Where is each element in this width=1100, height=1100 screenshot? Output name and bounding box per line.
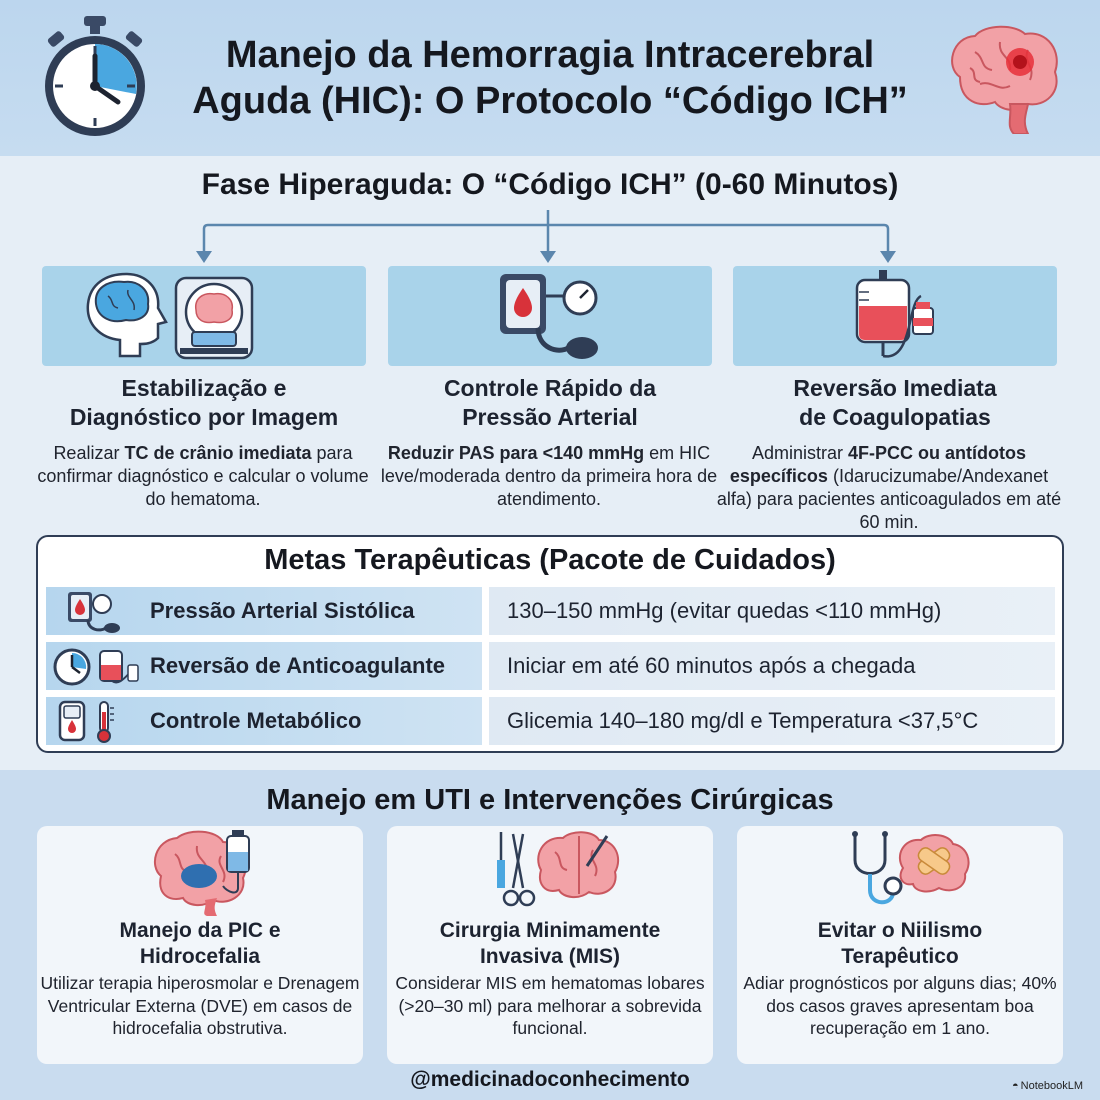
goal-row-2-value: Iniciar em até 60 minutos após a chegada <box>507 653 916 678</box>
icu-card-3-text: Adiar prognósticos por alguns dias; 40% dos casos graves apresentam boa recuperação em 1 ano. <box>743 973 1057 1038</box>
step2-highlight: Reduzir PAS para <140 mmHg <box>387 443 645 463</box>
goal-row-1-label: Pressão Arterial Sistólica <box>150 598 415 623</box>
step3-text: Administrar 4F-PCC ou antídotos específicos (Idarucizumabe/Andexanet alfa) para pacientes anticoagulados em até 60 min. <box>716 443 1062 532</box>
iv-bag-icon <box>733 266 1057 366</box>
step2-title-line-1: Controle Rápido da <box>443 375 657 401</box>
step2-title <box>380 374 720 432</box>
step3-title-line-1: Reversão Imediata <box>793 375 997 401</box>
goal-row-1-value: 130–150 mmHg (evitar quedas <110 mmHg) <box>507 598 942 623</box>
step3-icon-box <box>733 266 1057 366</box>
step2-icon-box <box>388 266 712 366</box>
goal-row-3-value: Glicemia 140–180 mg/dl e Temperatura <37,5°C <box>507 708 979 733</box>
title-line-1: Manejo da Hemorragia Intracerebral <box>225 34 875 76</box>
brain-hemorrhage-icon <box>940 22 1065 134</box>
step1-title <box>34 374 374 432</box>
step3-title <box>725 374 1065 432</box>
goals-title: Metas Terapêuticas (Pacote de Cuidados) <box>264 544 836 576</box>
step1-highlight: TC de crânio imediata <box>124 443 312 463</box>
icu-card-1-text: Utilizar terapia hiperosmolar e Drenagem Ventricular Externa (DVE) em casos de hidrocefalia obstrutiva. <box>40 973 360 1038</box>
page-title <box>150 32 950 124</box>
step2-text: Reduzir PAS para <140 mmHg em HIC leve/moderada dentro da primeira hora de atendimento. <box>380 443 718 509</box>
social-handle: @medicinadoconhecimento <box>410 1068 690 1091</box>
goal-row-2-label: Reversão de Anticoagulante <box>150 653 446 678</box>
title-line-2: Aguda (HIC): O Protocolo “Código ICH” <box>192 80 908 122</box>
brain-drain-icon <box>37 826 363 916</box>
flow-arrows <box>0 205 1100 265</box>
clock-iv-icon <box>50 643 146 689</box>
icu-card-2-title: Cirurgia Minimamente Invasiva (MIS) <box>439 919 661 968</box>
icu-card-2-text: Considerar MIS em hematomas lobares (>20–30 ml) para melhorar a sobrevida funcional. <box>395 973 705 1038</box>
step2-title-line-2: Pressão Arterial <box>462 404 638 430</box>
step1-icon-box <box>42 266 366 366</box>
brand-label: ◓ NotebookLM <box>1012 1080 1084 1092</box>
step1-title-line-1: Estabilização e <box>121 375 287 401</box>
stopwatch-icon <box>40 16 150 140</box>
step3-title-line-2: de Coagulopatias <box>799 404 991 430</box>
blood-pressure-monitor-icon <box>388 266 712 366</box>
surgical-tools-icon <box>387 826 713 916</box>
icu-card-1-title: Manejo da PIC e Hidrocefalia <box>119 919 281 968</box>
blood-pressure-icon <box>50 588 146 634</box>
icu-card-3-title: Evitar o Niilismo Terapêutico <box>817 919 983 968</box>
glucometer-thermometer-icon <box>50 698 146 744</box>
step3-highlight: 4F-PCC ou antídotos específicos <box>729 443 1027 486</box>
goal-row-3-label: Controle Metabólico <box>150 708 362 733</box>
step1-text: Realizar TC de crânio imediata para confirmar diagnóstico e calcular o volume do hematoma. <box>37 443 369 509</box>
stethoscope-brain-icon <box>737 826 1063 916</box>
icu-section-title: Manejo em UTI e Intervenções Cirúrgicas <box>266 784 834 816</box>
head-scan-icon <box>42 266 366 366</box>
notebooklm-icon: ◓ <box>1012 1080 1019 1092</box>
step1-title-line-2: Diagnóstico por Imagem <box>69 404 339 430</box>
phase1-title: Fase Hiperaguda: O “Código ICH” (0-60 Minutos) <box>201 168 899 201</box>
